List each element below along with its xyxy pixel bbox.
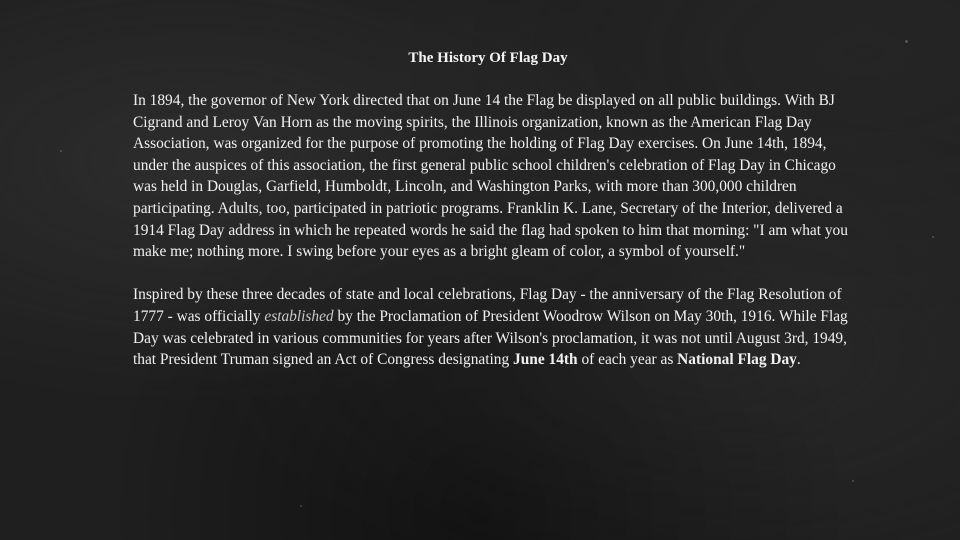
- chalk-speck: [905, 40, 908, 43]
- chalk-speck: [932, 236, 934, 238]
- paragraph-2-text-part-4: .: [796, 351, 801, 369]
- national-flag-day-bold: National Flag Day: [677, 351, 797, 369]
- paragraph-official-establishment: [133, 284, 853, 370]
- paragraph-2-text-part-2: by the Proclamation of President Woodrow Wilson on May 30th, 1916. While Flag Day was celebrated in various communities for years after Wilson's proclamation, it was not until August 3rd, 1949, that President Truman signed an Act of Congress designating: [133, 307, 848, 369]
- june-14th-bold: June 14th: [513, 351, 578, 369]
- slide-title: The History Of Flag Day: [408, 50, 568, 66]
- chalk-speck: [852, 480, 854, 482]
- chalk-speck: [60, 150, 62, 152]
- established-italic-word: established: [264, 307, 334, 325]
- paragraph-2-text-part-3: of each year as: [577, 351, 678, 369]
- chalk-speck: [300, 505, 302, 507]
- paragraph-history-1894: In 1894, the governor of New York directed that on June 14 the Flag be displayed on all public buildings. With BJ Cigrand and Leroy Van Horn as the moving spirits, the Illinois organization, known as the American Flag Day Association, was organized for the purpose of promoting the holding of Flag Day exercises. On June 14th, 1894, under the auspices of this association, the first general public school children's celebration of Flag Day in Chicago was held in Douglas, Garfield, Humboldt, Lincoln, and Washington Parks, with more than 300,000 children participating. Adults, too, participated in patriotic programs. Franklin K. Lane, Secretary of the Interior, delivered a 1914 Flag Day address in which he repeated words he said the flag had spoken to him that morning: "I am what you make me; nothing more. I swing before your eyes as a bright gleam of color, a symbol of yourself.": [133, 92, 848, 261]
- slide-body: [133, 90, 853, 371]
- paragraph-2-text-part-1: Inspired by these three decades of state and local celebrations, Flag Day - the anniversary of the Flag Resolution of 1777 - was officially: [133, 286, 842, 325]
